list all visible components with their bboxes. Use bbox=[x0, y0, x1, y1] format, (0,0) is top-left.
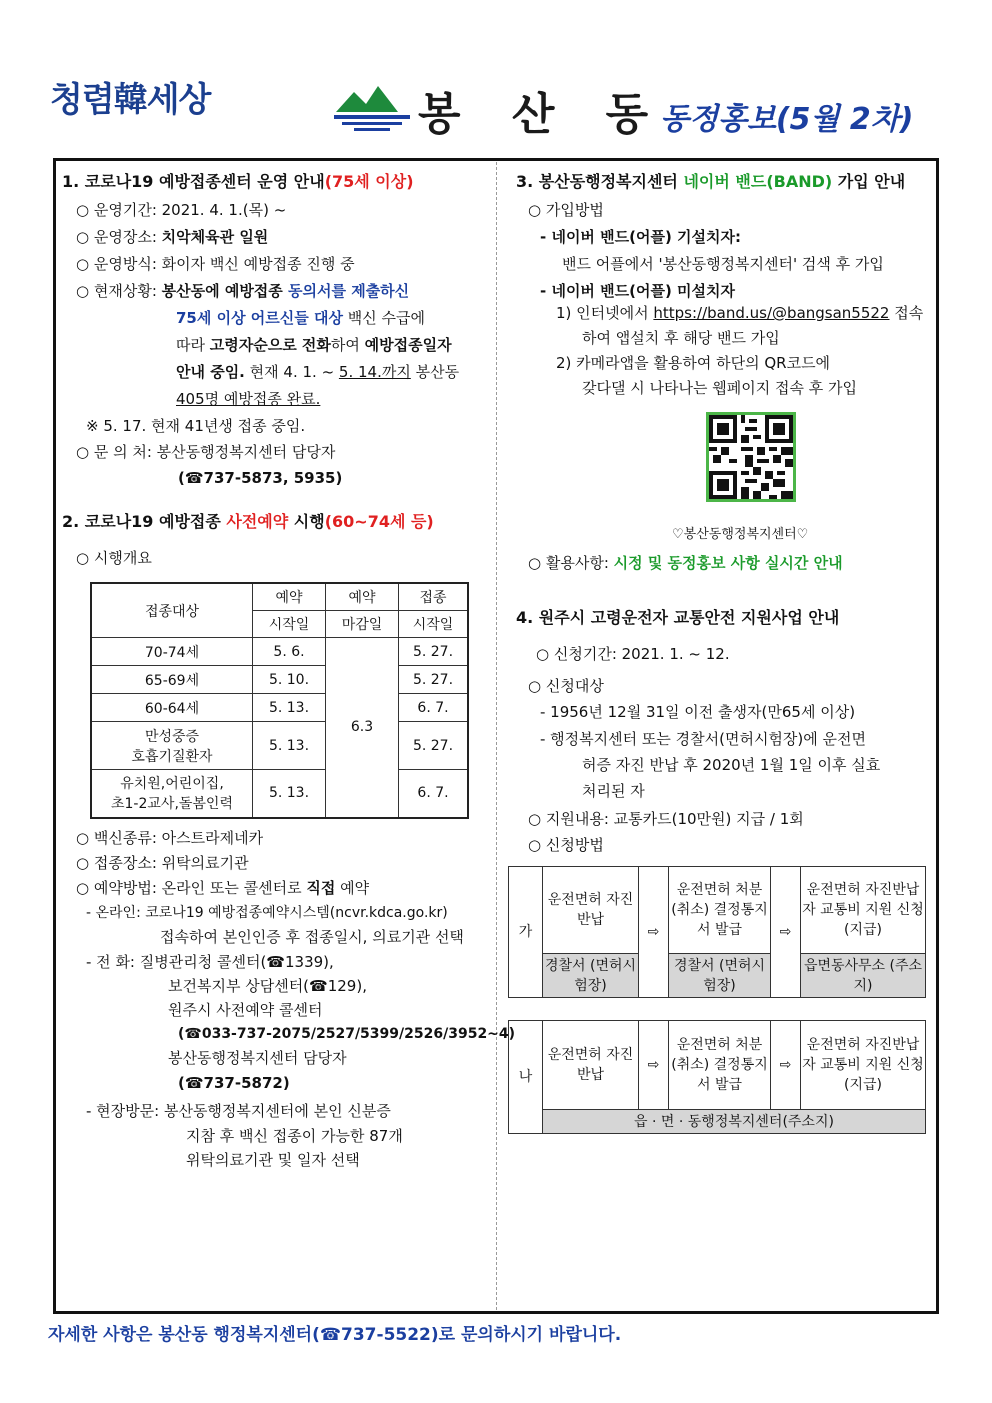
section1-title-age: (75세 이상) bbox=[324, 172, 414, 191]
s2-title-a: 2. 코로나19 예방접종 bbox=[62, 512, 227, 531]
s1-status-line4 bbox=[176, 362, 459, 382]
row-vac: 6. 7. bbox=[399, 694, 469, 722]
s2-visit-3: 위탁의료기관 및 일자 선택 bbox=[186, 1151, 360, 1169]
s1-completed: 405명 예방접종 완료. bbox=[176, 390, 321, 408]
s1-status-b: 동의서를 제출하신 bbox=[288, 282, 410, 300]
row-target bbox=[91, 770, 253, 818]
s2-vaccine: ○ 백신종류: 아스트라제네카 bbox=[76, 829, 264, 847]
section3-title bbox=[516, 172, 905, 192]
mountain-logo-icon bbox=[332, 82, 412, 132]
schedule-table bbox=[90, 582, 469, 819]
s2-phone-6: (☎737-5872) bbox=[178, 1074, 290, 1092]
s2-visit-2: 지참 후 백신 접종이 가능한 87개 bbox=[186, 1127, 403, 1145]
s4-target-4: 처리된 자 bbox=[582, 782, 645, 800]
section1-title-text: 1. 코로나19 예방접종센터 운영 안내 bbox=[62, 172, 325, 191]
row-start: 5. 13. bbox=[253, 722, 326, 770]
s1-status-a: 봉산동에 예방접종 bbox=[161, 282, 289, 300]
row-start: 5. 6. bbox=[253, 638, 326, 666]
s1-l7d: 봉산동 bbox=[410, 363, 460, 381]
row-target-line2: 초1-2교사,돌봄인력 bbox=[111, 796, 233, 813]
s1-phone: (☎737-5873, 5935) bbox=[178, 469, 343, 487]
row-vac: 5. 27. bbox=[399, 638, 469, 666]
s3-title-b: 네이버 밴드(BAND) bbox=[683, 172, 833, 191]
row-target: 70-74세 bbox=[91, 638, 253, 666]
flow-b-step2: 운전면허 처분(취소) 결정통지서 발급 bbox=[669, 1021, 771, 1109]
row-target: 65-69세 bbox=[91, 666, 253, 694]
s1-status bbox=[76, 281, 409, 301]
row-vac: 6. 7. bbox=[399, 770, 469, 818]
table-row bbox=[91, 694, 468, 722]
s2-phone-3: 원주시 사전예약 콜센터 bbox=[168, 1001, 323, 1019]
s1-status-line2 bbox=[176, 308, 425, 328]
s4-support: ○ 지원내용: 교통카드(10만원) 지급 / 1회 bbox=[528, 810, 804, 828]
th-start-a: 예약 bbox=[253, 583, 326, 611]
s3-installed-2: 밴드 어플에서 '봉산동행정복지센터' 검색 후 가입 bbox=[562, 255, 884, 273]
row-target-line1: 만성중증 bbox=[144, 728, 200, 745]
s2-l3b: 직접 bbox=[306, 879, 336, 897]
footer-contact: 자세한 사항은 봉산동 행정복지센터(☎737-5522)로 문의하시기 바랍니다. bbox=[48, 1325, 622, 1345]
s3-title-a: 3. 봉산동행정복지센터 bbox=[516, 172, 684, 191]
s3-step2: 2) 카메라앱을 활용하여 하단의 QR코드에 bbox=[556, 354, 831, 372]
s1-l6a: 따라 bbox=[176, 336, 210, 354]
flow-a-place2: 경찰서 (면허시험장) bbox=[669, 953, 771, 997]
s3-l5a: 1) 인터넷에서 bbox=[556, 304, 654, 322]
flow-b bbox=[508, 1020, 926, 1134]
flow-b-place: 읍 · 면 · 동행정복지센터(주소지) bbox=[543, 1109, 925, 1133]
slogan-logo: 청렴韓세상 bbox=[50, 80, 211, 120]
flow-a-step1: 운전면허 자진반납 bbox=[543, 867, 639, 953]
row-target-line2: 호흡기질환자 bbox=[131, 748, 213, 765]
s2-l3a: ○ 예약방법: 온라인 또는 콜센터로 bbox=[76, 879, 307, 897]
row-start: 5. 13. bbox=[253, 770, 326, 818]
s1-place bbox=[76, 227, 268, 247]
s4-target-3: 허증 자진 반납 후 2020년 1월 1일 이후 실효 bbox=[582, 756, 881, 774]
s2-title-b: 사전예약 bbox=[226, 512, 289, 531]
section2-title bbox=[62, 512, 434, 532]
s3-l5c: 접속 bbox=[889, 304, 924, 322]
s1-note: ※ 5. 17. 현재 41년생 접종 중임. bbox=[86, 417, 306, 435]
s3-l9b: 시정 및 동정홍보 사항 실시간 안내 bbox=[613, 554, 843, 572]
s3-step1-2: 하여 앱설치 후 해당 밴드 가입 bbox=[582, 329, 780, 347]
section1-title bbox=[62, 172, 414, 192]
th-start-b: 시작일 bbox=[253, 611, 326, 638]
row-start: 5. 13. bbox=[253, 694, 326, 722]
s1-status-label: ○ 현재상황: bbox=[76, 282, 162, 300]
qr-caption: ♡봉산동행정복지센터♡ bbox=[672, 527, 809, 542]
s2-method bbox=[76, 878, 369, 898]
s2-online: - 온라인: 코로나19 예방접종예약시스템(ncvr.kdca.go.kr) bbox=[86, 905, 448, 921]
s1-l7a: 안내 중임. bbox=[176, 363, 245, 381]
column-divider bbox=[496, 162, 497, 1310]
s1-place-value: 치악체육관 일원 bbox=[161, 228, 269, 246]
s2-phone-2: 보건복지부 상담센터(☎129), bbox=[168, 977, 367, 995]
flow-b-step3: 운전면허 자진반납자 교통비 지원 신청(지급) bbox=[802, 1037, 924, 1093]
s1-l6b: 고령자순으로 전화 bbox=[209, 336, 331, 354]
flow-a-label: 가 bbox=[509, 867, 543, 997]
s2-overview: ○ 시행개요 bbox=[76, 549, 152, 567]
s2-phone-5: 봉산동행정복지센터 담당자 bbox=[168, 1049, 347, 1067]
s2-visit: - 현장방문: 봉산동행정복지센터에 본인 신분증 bbox=[86, 1102, 391, 1120]
table-row bbox=[91, 722, 468, 770]
arrow-icon: ⇨ bbox=[771, 867, 801, 997]
s4-apply: ○ 신청방법 bbox=[528, 836, 604, 854]
row-start: 5. 10. bbox=[253, 666, 326, 694]
flow-a-step2: 운전면허 처분(취소) 결정통지서 발급 bbox=[669, 867, 771, 953]
s1-contact: ○ 문 의 처: 봉산동행정복지센터 담당자 bbox=[76, 443, 336, 461]
s3-title-c: 가입 안내 bbox=[832, 172, 906, 191]
s2-phone: - 전 화: 질병관리청 콜센터(☎1339), bbox=[86, 953, 334, 971]
th-end-b: 마감일 bbox=[326, 611, 399, 638]
s4-target-2: - 행정복지센터 또는 경찰서(면허시험장)에 운전면 bbox=[540, 730, 866, 748]
s1-supply: 백신 수급에 bbox=[342, 309, 425, 327]
newsletter-headline: 동정홍보(5월 2차) bbox=[660, 102, 914, 137]
band-link[interactable]: https://band.us/@bangsan5522 bbox=[653, 304, 890, 322]
s1-place-label: ○ 운영장소: bbox=[76, 228, 162, 246]
qr-code-icon[interactable] bbox=[706, 412, 796, 502]
flow-b-step1: 운전면허 자진반납 bbox=[543, 1021, 639, 1109]
s3-installed: - 네이버 밴드(어플) 기설치자: bbox=[540, 228, 741, 246]
s1-period: ○ 운영기간: 2021. 4. 1.(목) ~ bbox=[76, 201, 287, 219]
s1-method: ○ 운영방식: 화이자 백신 예방접종 진행 중 bbox=[76, 255, 355, 273]
flow-a-place3: 읍면동사무소 (주소지) bbox=[801, 953, 925, 997]
row-end-date: 6.3 bbox=[326, 638, 399, 818]
s1-l6d: 예방접종일자 bbox=[364, 336, 452, 354]
s4-period: ○ 신청기간: 2021. 1. ~ 12. bbox=[536, 645, 730, 663]
row-target-line1: 유치원,어린이집, bbox=[120, 776, 224, 793]
arrow-icon: ⇨ bbox=[639, 1021, 669, 1109]
s1-l7b: 현재 4. 1. ~ bbox=[244, 363, 339, 381]
s3-l9a: ○ 활용사항: bbox=[528, 554, 614, 572]
s3-step1 bbox=[556, 303, 923, 323]
s2-phone-4: (☎033-737-2075/2527/5399/2526/3952~4) bbox=[178, 1026, 516, 1042]
flow-b-label: 나 bbox=[509, 1021, 543, 1133]
s1-target: 75세 이상 어르신들 대상 bbox=[176, 309, 343, 327]
brand-title: 봉 산 동 bbox=[418, 89, 667, 140]
s2-title-c: 시행 bbox=[288, 512, 325, 531]
s3-not-installed: - 네이버 밴드(어플) 미설치자 bbox=[540, 282, 735, 300]
s3-join: ○ 가입방법 bbox=[528, 201, 604, 219]
s1-status-line3 bbox=[176, 335, 452, 355]
table-row bbox=[91, 638, 468, 666]
flow-a bbox=[508, 866, 926, 998]
s4-target: ○ 신청대상 bbox=[528, 677, 604, 695]
section4-title: 4. 원주시 고령운전자 교통안전 지원사업 안내 bbox=[516, 608, 840, 627]
arrow-icon: ⇨ bbox=[639, 867, 669, 997]
s3-step2-2: 갖다댈 시 나타나는 웹페이지 접속 후 가입 bbox=[582, 379, 857, 397]
arrow-icon: ⇨ bbox=[771, 1021, 801, 1109]
table-row bbox=[91, 666, 468, 694]
th-end-a: 예약 bbox=[326, 583, 399, 611]
row-target bbox=[91, 722, 253, 770]
table-row bbox=[91, 770, 468, 818]
s3-usage bbox=[528, 553, 843, 573]
row-vac: 5. 27. bbox=[399, 722, 469, 770]
th-vac-a: 접종 bbox=[399, 583, 469, 611]
flow-a-place1: 경찰서 (면허시험장) bbox=[543, 953, 639, 997]
s1-l6c: 하여 bbox=[330, 336, 365, 354]
row-vac: 5. 27. bbox=[399, 666, 469, 694]
flow-a-step3: 운전면허 자진반납자 교통비 지원 신청(지급) bbox=[802, 882, 924, 938]
s1-l7c: 5. 14.까지 bbox=[338, 363, 411, 381]
th-vac-b: 시작일 bbox=[399, 611, 469, 638]
th-target: 접종대상 bbox=[91, 583, 253, 638]
s2-online-2: 접속하여 본인인증 후 접종일시, 의료기관 선택 bbox=[160, 928, 464, 946]
s2-l3c: 예약 bbox=[335, 879, 370, 897]
row-target: 60-64세 bbox=[91, 694, 253, 722]
s2-title-d: (60~74세 등) bbox=[324, 512, 434, 531]
s4-target-1: - 1956년 12월 31일 이전 출생자(만65세 이상) bbox=[540, 703, 856, 721]
s2-place: ○ 접종장소: 위탁의료기관 bbox=[76, 854, 249, 872]
